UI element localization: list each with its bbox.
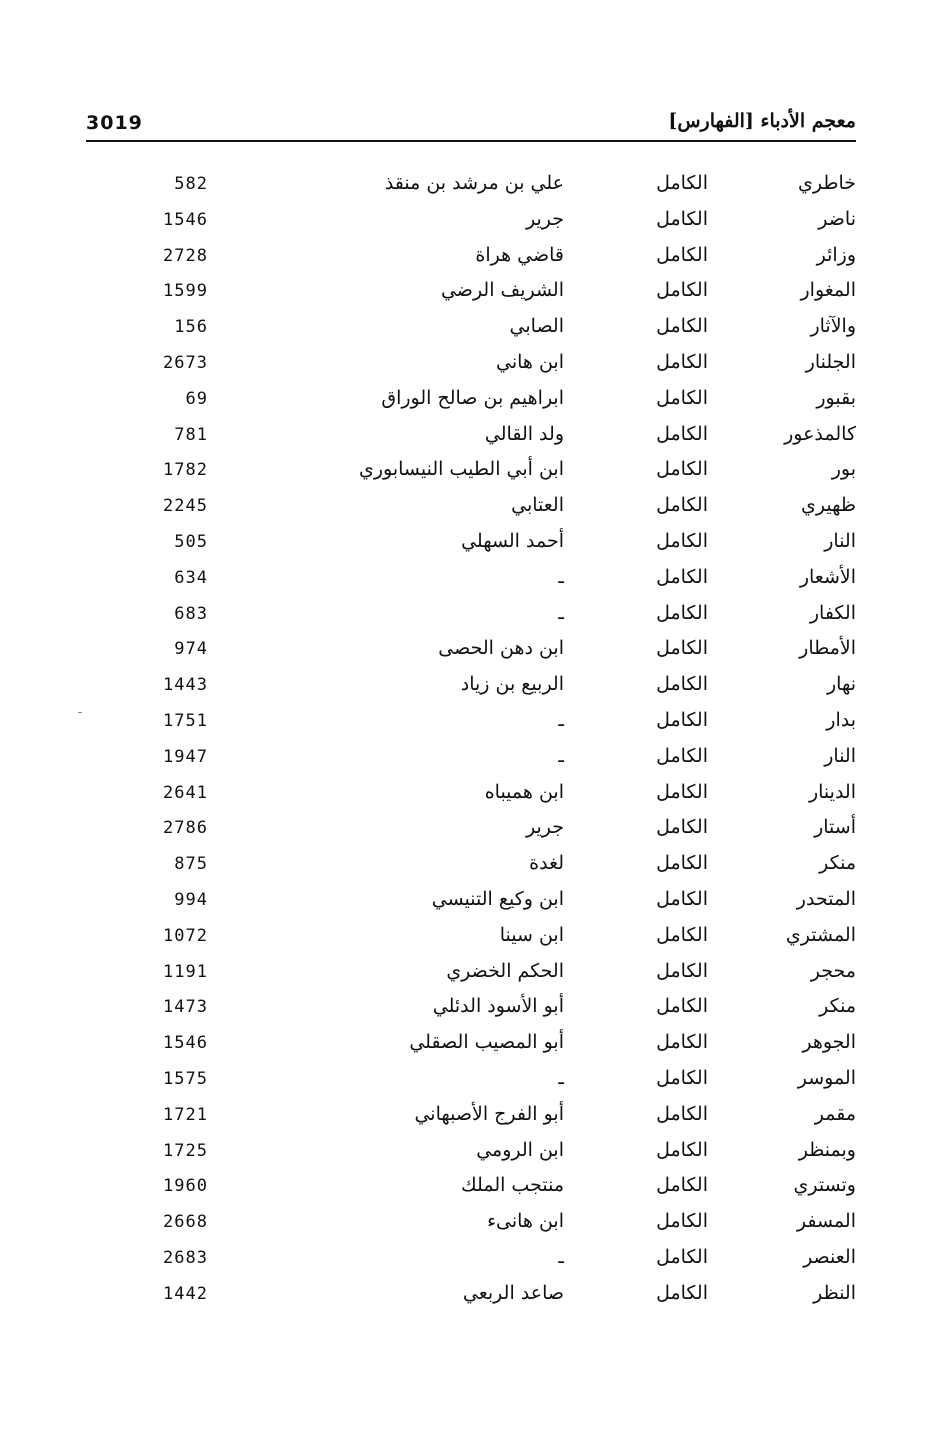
rhyme-word: النظر: [813, 1281, 856, 1304]
index-row: [0, 1242, 932, 1278]
page-reference: 69: [185, 388, 208, 409]
poet-name: ابن أبي الطيب النيسابوري: [358, 458, 564, 481]
poet-name: ـ: [558, 1245, 564, 1268]
meter-name: الكامل: [656, 673, 708, 696]
page-reference: 505: [174, 531, 208, 552]
poet-name: قاضي هراة: [475, 243, 564, 266]
meter-name: الكامل: [656, 959, 708, 982]
meter-name: الكامل: [656, 995, 708, 1018]
poet-name: الربيع بن زياد: [460, 673, 564, 696]
page-reference: 1546: [163, 209, 208, 230]
page-reference: 2673: [163, 352, 208, 373]
index-row: [0, 848, 932, 884]
meter-name: الكامل: [656, 1066, 708, 1089]
poet-name: صاعد الربعي: [462, 1281, 564, 1304]
poet-name: الصابي: [509, 315, 564, 338]
meter-name: الكامل: [656, 887, 708, 910]
poet-name: أبو المصيب الصقلي: [409, 1031, 564, 1054]
poet-name: ابن هاني: [495, 350, 564, 373]
index-row: [0, 275, 932, 311]
rhyme-word: الأشعار: [799, 565, 856, 588]
verse-index-table: [0, 168, 932, 1314]
page-reference: 156: [174, 317, 208, 338]
rhyme-word: مقمر: [814, 1102, 856, 1125]
rhyme-word: منكر: [819, 852, 856, 875]
poet-name: أبو الفرج الأصبهاني: [414, 1102, 564, 1125]
page-reference: 974: [174, 639, 208, 660]
meter-name: الكامل: [656, 601, 708, 624]
rhyme-word: والآثار: [810, 315, 856, 338]
rhyme-word: بور: [831, 458, 856, 481]
page-reference: 2728: [163, 245, 208, 266]
page-reference: 2245: [163, 496, 208, 517]
meter-name: الكامل: [656, 1138, 708, 1161]
rhyme-word: خاطري: [797, 172, 856, 194]
page-reference: 2668: [163, 1212, 208, 1233]
index-row: [0, 741, 932, 777]
index-row: [0, 1206, 932, 1242]
rhyme-word: الأمطار: [799, 637, 856, 660]
index-row: [0, 311, 932, 347]
page-reference: 1442: [163, 1283, 208, 1304]
rhyme-word: محجر: [810, 959, 856, 982]
rhyme-word: وبمنظر: [798, 1138, 856, 1161]
rhyme-word: النار: [824, 529, 856, 552]
page-reference: 1072: [163, 925, 208, 946]
index-row: [0, 669, 932, 705]
rhyme-word: كالمذعور: [784, 422, 856, 445]
page-reference: 683: [174, 603, 208, 624]
meter-name: الكامل: [656, 279, 708, 302]
poet-name: لغدة: [529, 852, 564, 875]
rhyme-word: بدار: [826, 708, 856, 731]
meter-name: الكامل: [656, 923, 708, 946]
meter-name: الكامل: [656, 565, 708, 588]
index-row: [0, 598, 932, 634]
meter-name: الكامل: [656, 243, 708, 266]
poet-name: ـ: [558, 1066, 564, 1089]
page-reference: 781: [174, 424, 208, 445]
poet-name: ابن دهن الحصى: [438, 637, 564, 660]
meter-name: الكامل: [656, 1174, 708, 1197]
page-reference: 1960: [163, 1176, 208, 1197]
rhyme-word: وزائر: [816, 243, 856, 266]
meter-name: الكامل: [656, 1245, 708, 1268]
rhyme-word: ناضر: [818, 207, 856, 230]
poet-name: الحكم الخضري: [446, 959, 564, 982]
page-reference: 1751: [163, 710, 208, 731]
poet-name: منتجب الملك: [461, 1174, 564, 1197]
meter-name: الكامل: [656, 816, 708, 839]
meter-name: الكامل: [656, 386, 708, 409]
meter-name: الكامل: [656, 708, 708, 731]
index-row: [0, 454, 932, 490]
poet-name: ابن وكيع التنيسي: [431, 887, 564, 910]
index-row: [0, 705, 932, 741]
meter-name: الكامل: [656, 744, 708, 767]
meter-name: الكامل: [656, 494, 708, 517]
page-reference: 1721: [163, 1104, 208, 1125]
meter-name: الكامل: [656, 172, 708, 194]
page-reference: 1443: [163, 675, 208, 696]
page-reference: 2641: [163, 782, 208, 803]
meter-name: الكامل: [656, 1210, 708, 1233]
index-row: [0, 991, 932, 1027]
poet-name: ـ: [558, 565, 564, 588]
poet-name: أحمد السهلي: [461, 529, 564, 552]
meter-name: الكامل: [656, 350, 708, 373]
page-reference: 1599: [163, 281, 208, 302]
page-reference: 875: [174, 854, 208, 875]
poet-name: ابن هميباه: [484, 780, 564, 803]
page-header: [86, 104, 856, 142]
index-row: [0, 168, 932, 204]
index-row: [0, 1278, 932, 1314]
index-row: [0, 920, 932, 956]
rhyme-word: العنصر: [803, 1245, 856, 1268]
poet-name: جرير: [526, 816, 564, 839]
page-reference: 2786: [163, 818, 208, 839]
poet-name: ابراهيم بن صالح الوراق: [381, 386, 564, 409]
rhyme-word: المشتري: [785, 923, 856, 946]
meter-name: الكامل: [656, 1031, 708, 1054]
poet-name: ـ: [558, 744, 564, 767]
poet-name: ـ: [558, 601, 564, 624]
index-row: [0, 1027, 932, 1063]
poet-name: علي بن مرشد بن منقذ: [384, 172, 564, 194]
meter-name: الكامل: [656, 852, 708, 875]
index-row: [0, 383, 932, 419]
poet-name: ابن الرومي: [476, 1138, 564, 1161]
rhyme-word: الكفار: [809, 601, 856, 624]
index-row: [0, 1170, 932, 1206]
meter-name: الكامل: [656, 315, 708, 338]
rhyme-word: النار: [824, 744, 856, 767]
page-number: 3019: [86, 112, 143, 134]
index-row: [0, 1063, 932, 1099]
page-reference: 1191: [163, 961, 208, 982]
index-row: [0, 1099, 932, 1135]
poet-name: جرير: [526, 207, 564, 230]
index-row: [0, 490, 932, 526]
rhyme-word: وتستري: [793, 1174, 856, 1197]
poet-name: ـ: [558, 708, 564, 731]
index-row: [0, 812, 932, 848]
page-reference: 1947: [163, 746, 208, 767]
page-reference: 582: [174, 174, 208, 194]
rhyme-word: نهار: [826, 673, 856, 696]
page-reference: 1725: [163, 1140, 208, 1161]
meter-name: الكامل: [656, 422, 708, 445]
meter-name: الكامل: [656, 780, 708, 803]
rhyme-word: ظهيري: [801, 494, 856, 517]
poet-name: العتابي: [511, 494, 564, 517]
book-title: معجم الأدباء [الفهارس]: [668, 110, 856, 132]
page-reference: 1546: [163, 1033, 208, 1054]
meter-name: الكامل: [656, 1102, 708, 1125]
index-row: [0, 204, 932, 240]
index-row: [0, 419, 932, 455]
rhyme-word: المسفر: [796, 1210, 856, 1233]
rhyme-word: بقبور: [816, 386, 856, 409]
page-reference: 1782: [163, 460, 208, 481]
index-row: [0, 526, 932, 562]
rhyme-word: الجوهر: [802, 1031, 856, 1054]
meter-name: الكامل: [656, 458, 708, 481]
rhyme-word: منكر: [819, 995, 856, 1018]
poet-name: ولد القالي: [484, 422, 564, 445]
meter-name: الكامل: [656, 1281, 708, 1304]
index-row: [0, 1135, 932, 1171]
index-row: [0, 777, 932, 813]
page-reference: 1575: [163, 1068, 208, 1089]
index-row: [0, 240, 932, 276]
page-reference: 1473: [163, 997, 208, 1018]
index-row: [0, 884, 932, 920]
poet-name: ابن هانىء: [487, 1210, 564, 1233]
page-reference: 994: [174, 889, 208, 910]
index-row: [0, 633, 932, 669]
meter-name: الكامل: [656, 529, 708, 552]
index-row: [0, 562, 932, 598]
rhyme-word: الدينار: [808, 780, 856, 803]
page-reference: 2683: [163, 1247, 208, 1268]
poet-name: ابن سينا: [499, 923, 564, 946]
rhyme-word: أستار: [814, 816, 856, 839]
poet-name: أبو الأسود الدئلي: [432, 995, 564, 1018]
rhyme-word: الموسر: [797, 1066, 856, 1089]
rhyme-word: المغوار: [800, 279, 856, 302]
rhyme-word: المتحدر: [796, 887, 856, 910]
meter-name: الكامل: [656, 637, 708, 660]
page-reference: 634: [174, 567, 208, 588]
poet-name: الشريف الرضي: [440, 279, 564, 302]
index-row: [0, 956, 932, 992]
meter-name: الكامل: [656, 207, 708, 230]
index-row: [0, 347, 932, 383]
rhyme-word: الجلنار: [805, 350, 856, 373]
